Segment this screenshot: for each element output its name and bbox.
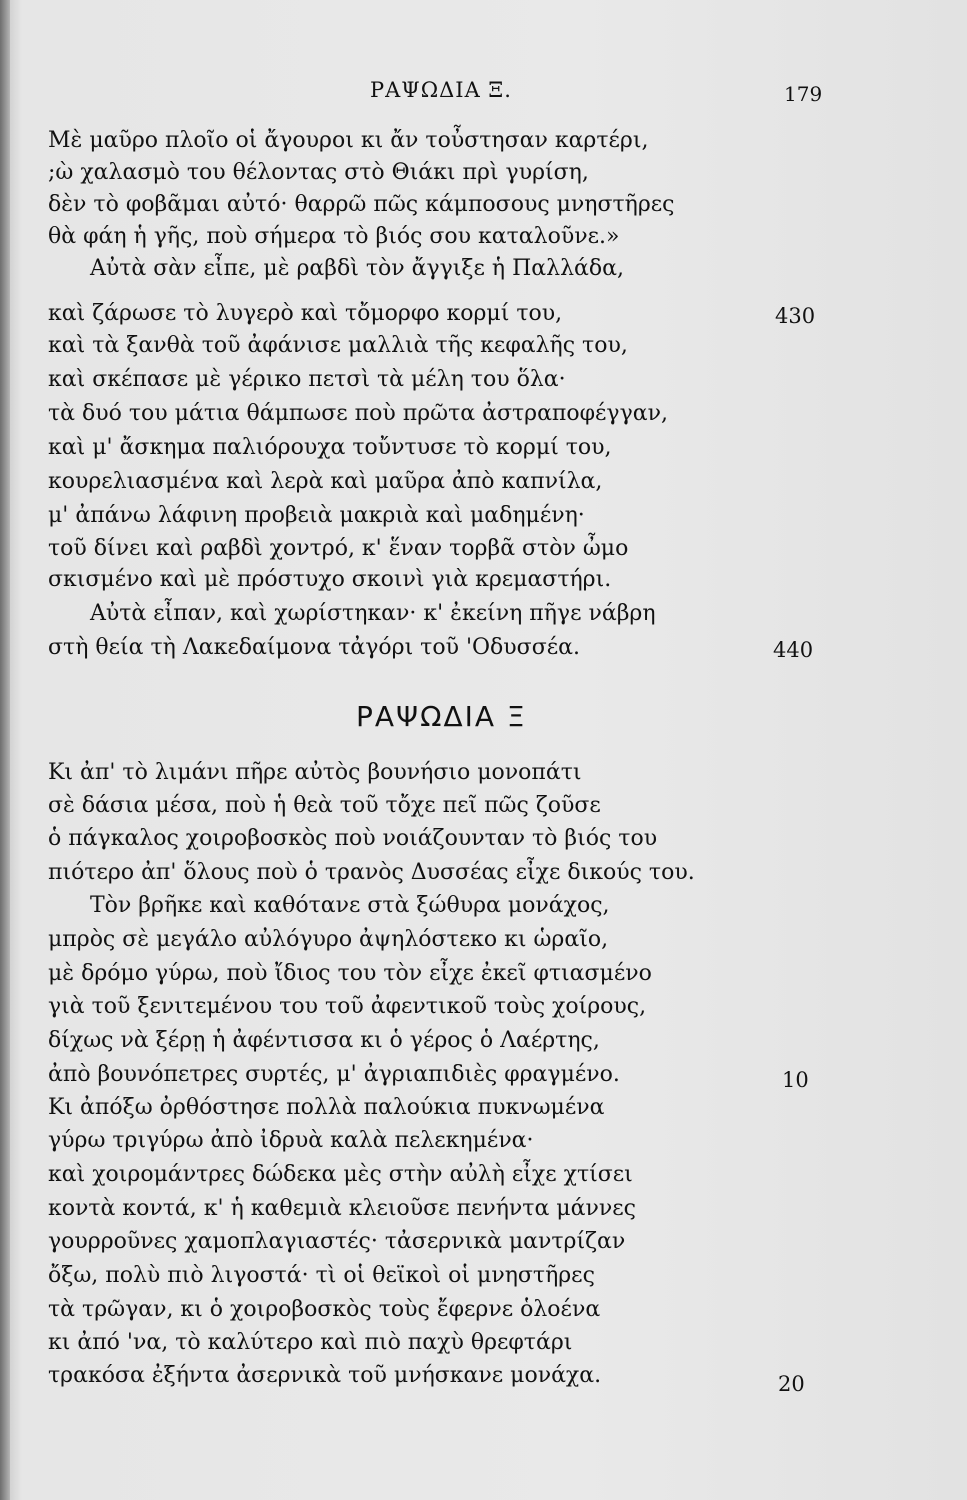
verse-line: μὲ δρόμο γύρω, ποὺ ἴδιος του τὸν εἶχε ἐκεῖ φτιασμένο <box>48 961 652 986</box>
verse-line: πιότερο ἀπ' ὅλους ποὺ ὁ τρανὸς Δυσσέας εἶχε δικούς του. <box>48 860 695 885</box>
page-number: 179 <box>784 82 823 106</box>
verse-line: καὶ ζάρωσε τὸ λυγερὸ καὶ τὄμορφο κορμί του, <box>48 301 563 326</box>
verse-line: Μὲ μαῦρο πλοῖο οἱ ἄγουροι κι ἄν τοὖστησαν καρτέρι, <box>48 128 649 153</box>
verse-line: κουρελιασμένα καὶ λερὰ καὶ μαῦρα ἀπὸ καπνίλα, <box>48 469 603 494</box>
verse-line: μ' ἀπάνω λάφινη προβειὰ μακριὰ καὶ μαδημένη· <box>48 503 585 528</box>
verse-line: ὁ πάγκαλος χοιροβοσκὸς ποὺ νοιάζουνταν τὸ βιός του <box>48 826 658 851</box>
verse-line: καὶ μ' ἄσκημα παλιόρουχα τοὔντυσε τὸ κορμί του, <box>48 435 612 460</box>
verse-line: Τὸν βρῆκε καὶ καθότανε στὰ ξώθυρα μονάχος, <box>90 893 610 918</box>
verse-line: τοῦ δίνει καὶ ραβδὶ χοντρό, κ' ἕναν τορβᾶ στὸν ὦμο <box>48 536 629 561</box>
verse-line: Αὐτὰ σὰν εἶπε, μὲ ραβδὶ τὸν ἄγγιξε ἡ Παλλάδα, <box>90 256 624 281</box>
page-header <box>0 78 967 114</box>
verse-line: καὶ τὰ ξανθὰ τοῦ ἀφάνισε μαλλιὰ τῆς κεφαλῆς του, <box>48 333 628 358</box>
verse-line: γύρω τριγύρω ἀπὸ ἰδρυὰ καλὰ πελεκημένα· <box>48 1128 534 1153</box>
verse-line: σὲ δάσια μέσα, ποὺ ἡ θεὰ τοῦ τὄχε πεῖ πῶς ζοῦσε <box>48 793 601 818</box>
line-number: 430 <box>775 304 816 328</box>
verse-line: τὰ δυό του μάτια θάμπωσε ποὺ πρῶτα ἀστραποφέγγαν, <box>48 401 668 426</box>
line-number: 20 <box>778 1372 805 1396</box>
verse-line: Κι ἀπόξω ὀρθόστησε πολλὰ παλούκια πυκνωμένα <box>48 1095 605 1120</box>
verse-line: τρακόσα ἐξήντα ἀσερνικὰ τοῦ μνήσκανε μονάχα. <box>48 1363 602 1388</box>
verse-line: γιὰ τοῦ ξενιτεμένου του τοῦ ἀφεντικοῦ τοὺς χοίρους, <box>48 994 647 1019</box>
verse-line: ὄξω, πολὺ πιὸ λιγοστά· τὶ οἱ θεϊκοὶ οἱ μνηστῆρες <box>48 1263 595 1288</box>
verse-line: Κι ἀπ' τὸ λιμάνι πῆρε αὐτὸς βουνήσιο μονοπάτι <box>48 760 582 785</box>
verse-line: καὶ χοιρομάντρες δώδεκα μὲς στὴν αὐλὴ εἶχε χτίσει <box>48 1162 633 1187</box>
verse-line: στὴ θεία τὴ Λακεδαίμονα τἀγόρι τοῦ 'Οδυσσέα. <box>48 635 580 660</box>
verse-line: καὶ σκέπασε μὲ γέρικο πετσὶ τὰ μέλη του ὅλα· <box>48 367 566 392</box>
line-number: 440 <box>773 638 814 662</box>
verse-line: κι ἀπό 'να, τὸ καλύτερο καὶ πιὸ παχὺ θρεφτάρι <box>48 1330 573 1355</box>
verse-line: μπρὸς σὲ μεγάλο αὐλόγυρο ἀψηλόστεκο κι ὡραῖο, <box>48 927 609 952</box>
verse-line: τὰ τρῶγαν, κι ὁ χοιροβοσκὸς τοὺς ἔφερνε ὁλοένα <box>48 1297 601 1322</box>
verse-line: ἀπὸ βουνόπετρες συρτές, μ' ἀγριαπιδιὲς φραγμένο. <box>48 1062 620 1087</box>
verse-line: δὲν τὸ φοβᾶμαι αὐτό· θαρρῶ πῶς κάμποσους μνηστῆρες <box>48 192 675 217</box>
rhapsody-title: ΡΑΨΩΔΙΑ Ξ <box>356 700 527 733</box>
verse-line: κοντὰ κοντά, κ' ἡ καθεμιὰ κλειοῦσε πενήντα μάννες <box>48 1196 636 1221</box>
verse-line: γουρροῦνες χαμοπλαγιαστές· τἀσερνικὰ μαντρίζαν <box>48 1229 626 1254</box>
verse-line: Αὐτὰ εἶπαν, καὶ χωρίστηκαν· κ' ἐκείνη πῆγε νάβρη <box>90 601 656 626</box>
verse-line: σκισμένο καὶ μὲ πρόστυχο σκοινὶ γιὰ κρεμαστήρι. <box>48 567 612 592</box>
running-title: ΡΑΨΩΔΙΑ Ξ. <box>370 78 512 102</box>
verse-line: δίχως νὰ ξέρῃ ἡ ἀφέντισσα κι ὁ γέρος ὁ Λαέρτης, <box>48 1028 600 1053</box>
verse-line: ;ὼ χαλασμὸ του θέλοντας στὸ Θιάκι πρὶ γυρίση, <box>48 160 589 185</box>
line-number: 10 <box>782 1068 809 1092</box>
verse-line: θὰ φάη ἡ γῆς, ποὺ σήμερα τὸ βιός σου καταλοῦνε.» <box>48 224 620 249</box>
page-binding-edge <box>0 0 10 1500</box>
